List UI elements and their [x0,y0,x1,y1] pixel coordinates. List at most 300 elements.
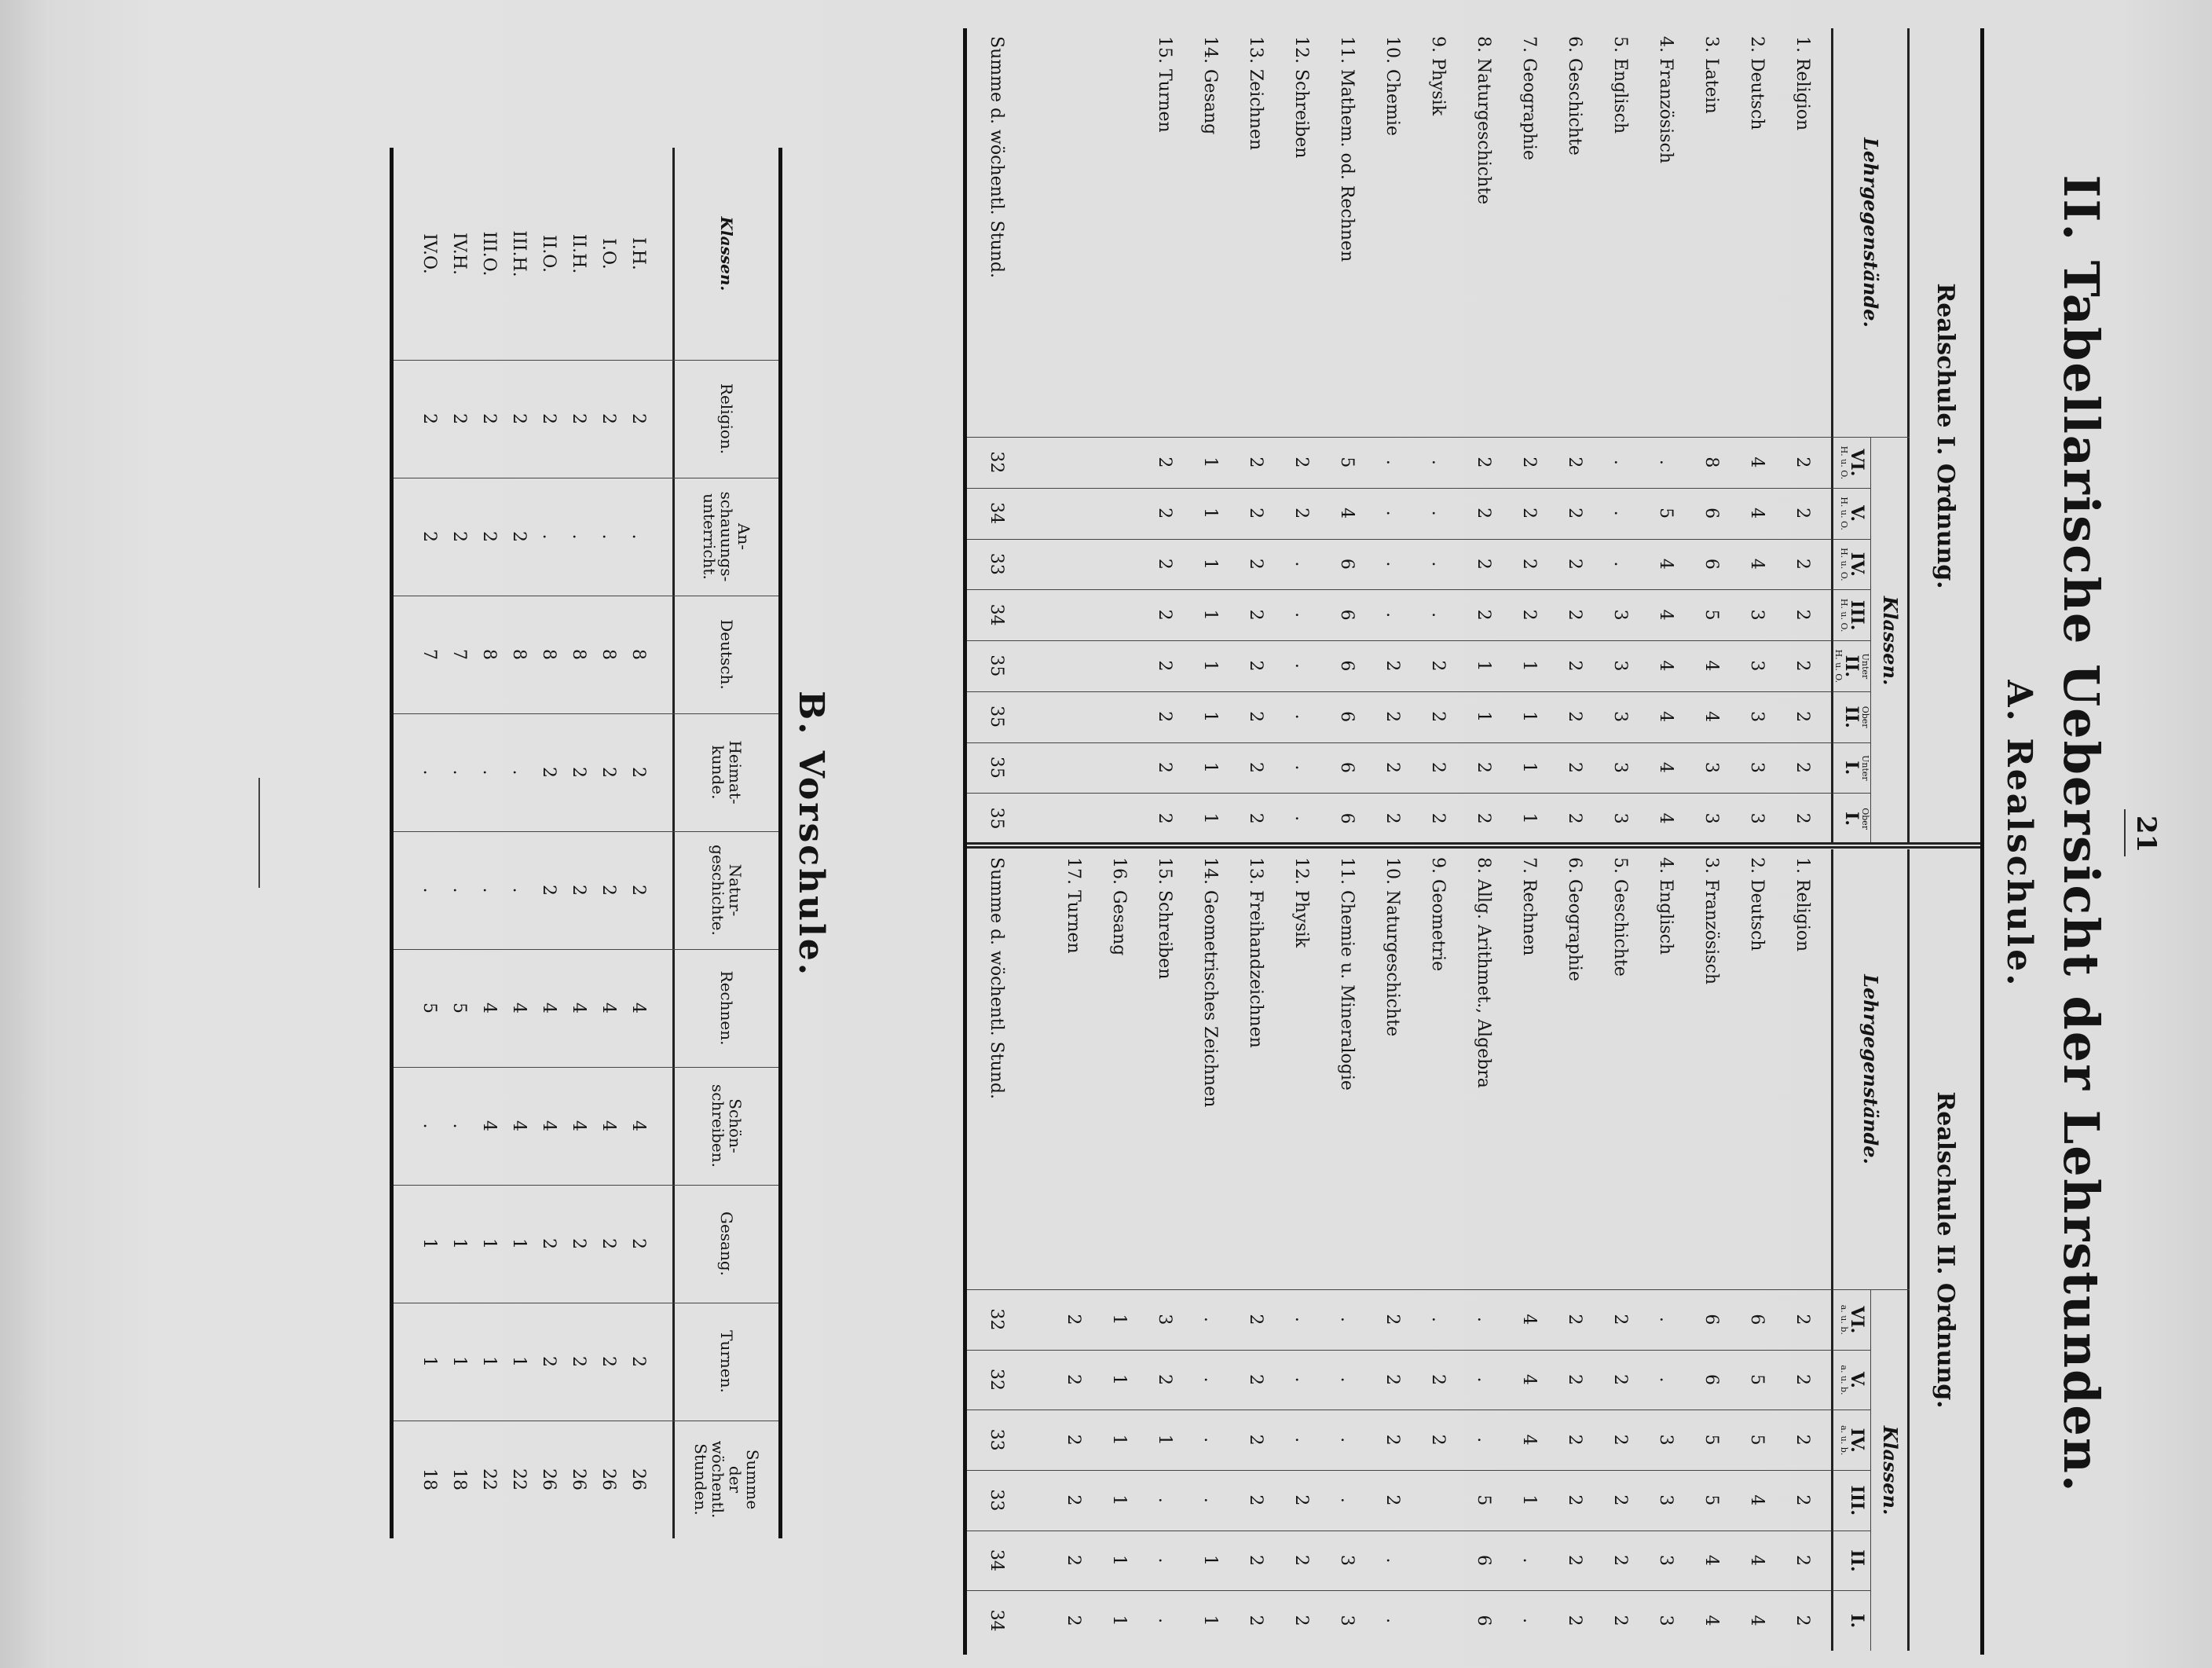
class-column-suffix: a. u. b. [1839,1365,1849,1395]
hours-value: 2 [1474,812,1493,824]
sum-value: 35 [987,756,1006,779]
vorschule-hours-value: 1 [449,1238,469,1249]
hours-value: . [1382,612,1402,618]
hours-value: . [1291,612,1311,618]
hours-value: 2 [1246,812,1265,824]
vorschule-hours-value: 2 [539,767,558,778]
class-column-label: II. [1841,706,1862,728]
hours-value: 3 [1656,1615,1675,1626]
hours-value: 3 [1337,1554,1357,1566]
vorschule-hours-value: 7 [449,649,469,660]
vorschule-hours-value: 2 [449,531,469,542]
hours-value: 4 [1747,1615,1767,1626]
vorschule-class-label: IV.H. [449,233,469,275]
hours-value: 6 [1474,1554,1493,1566]
vorschule-column-header [672,1421,778,1538]
hours-value: 2 [1519,508,1539,519]
hours-value: . [1337,1377,1357,1383]
hours-value: 2 [1155,660,1174,672]
class-column-label: VI. [1847,449,1867,477]
vorschule-hours-value: 4 [509,1003,529,1014]
hours-value: 5 [1701,1494,1721,1506]
vorschule-header-line: Gesang. [717,1211,736,1277]
hours-value: . [1428,612,1448,618]
hours-value: 2 [1793,1554,1812,1566]
subject-row-label: 5. Englisch [1610,36,1630,134]
vorschule-hours-value: 2 [599,885,618,896]
hours-value: 3 [1701,761,1721,773]
hours-value: 2 [1474,456,1493,468]
vorschule-hours-value: 4 [569,1003,588,1014]
vorschule-column-header [672,831,778,949]
hours-value: . [1291,662,1311,669]
hours-value: 6 [1701,1314,1721,1325]
vorschule-hours-value: 5 [419,1003,439,1014]
hours-value: 2 [1064,1554,1083,1566]
subject-row-label: 2. Deutsch [1747,36,1767,130]
subject-row-label: 7. Rechnen [1519,857,1539,956]
hours-value: . [1519,1618,1539,1624]
sum-value: 34 [987,502,1006,525]
vorschule-hours-value: . [449,1123,469,1129]
hours-value: . [1291,713,1311,720]
hours-value: . [1291,1377,1311,1383]
hours-value: 4 [1656,812,1675,824]
class-column-label: IV. [1847,552,1867,577]
subject-row-label: 14. Geometrisches Zeichnen [1200,857,1220,1108]
vorschule-hours-value: . [479,769,499,775]
hours-value: 2 [1246,711,1265,723]
hours-value: 1 [1200,508,1220,519]
hours-value: 1 [1200,456,1220,468]
class-column-prefix: Unter [1860,755,1870,781]
hours-value: 2 [1155,456,1174,468]
vorschule-hours-value: 4 [509,1120,529,1131]
hours-value: 2 [1155,609,1174,621]
hours-value: . [1155,1497,1174,1503]
class-column-label: I. [1841,761,1862,775]
hours-value: 2 [1246,1434,1265,1446]
hours-value: . [1474,1316,1493,1322]
vorschule-hours-value: 4 [539,1120,558,1131]
vorschule-class-label: I.O. [599,238,618,269]
hours-value: 2 [1793,609,1812,621]
hours-value: 4 [1656,609,1675,621]
class-column-label: II. [1841,654,1862,677]
subject-row-label: 8. Naturgeschichte [1474,36,1493,205]
vorschule-hours-value: 2 [569,885,588,896]
hours-value: 1 [1200,1554,1220,1566]
vorschule-hours-value: 8 [569,649,588,660]
class-column-label: VI. [1847,1306,1867,1334]
hours-value: 5 [1656,508,1675,519]
hours-value: 2 [1382,1494,1402,1506]
vorschule-column-header [672,148,778,360]
vorschule-sum-value: 22 [479,1468,499,1490]
vorschule-column-header [672,596,778,713]
vorschule-hours-value: 1 [509,1356,529,1367]
vorschule-hours-value: 2 [539,1356,558,1367]
hours-value: 1 [1200,660,1220,672]
vorschule-hours-value: . [509,887,529,893]
hours-value: . [1382,1618,1402,1624]
vorschule-hours-value: 2 [599,1356,618,1367]
hours-value: 1 [1519,761,1539,773]
hours-value: . [1610,459,1630,465]
hours-value: 3 [1701,812,1721,824]
vorschule-hours-value: . [599,533,618,540]
hours-value: . [1155,1557,1174,1564]
vorschule-sum-value: 26 [539,1468,558,1490]
hours-value: 1 [1155,1434,1174,1446]
hours-value: 2 [1155,508,1174,519]
subject-row-label: 4. Französisch [1656,36,1675,163]
hours-value: 2 [1064,1494,1083,1506]
hours-value: 6 [1337,761,1357,773]
hours-value: 2 [1519,456,1539,468]
hours-value: 2 [1428,711,1448,723]
vorschule-header-line: Rechnen. [717,970,736,1046]
hours-value: 2 [1565,609,1584,621]
vorschule-hours-value: 4 [479,1120,499,1131]
hours-value: 1 [1109,1314,1129,1325]
subject-row-label: 5. Geschichte [1610,857,1630,977]
hours-value: 1 [1519,812,1539,824]
vorschule-header-line: geschichte. [709,845,727,936]
sum-value: 35 [987,654,1006,677]
hours-value: 2 [1565,1554,1584,1566]
section-b-title: B. Vorschule. [791,690,831,978]
vorschule-header-line: Turnen. [717,1330,736,1393]
hours-value: 2 [1291,1554,1311,1566]
hours-value: 1 [1109,1615,1129,1626]
classes-header: Klassen. [1870,1289,1910,1651]
sum-value: 35 [987,706,1006,728]
subject-row-label: 1. Religion [1793,36,1812,131]
subject-row-label: 17. Turnen [1064,857,1083,954]
hours-value: . [1291,1316,1311,1322]
hours-value: 2 [1155,812,1174,824]
hours-value: 1 [1109,1373,1129,1385]
vorschule-hours-value: 2 [628,1356,648,1367]
hours-value: 2 [1565,1314,1584,1325]
hours-value: 2 [1291,1494,1311,1506]
hours-value: 8 [1701,456,1721,468]
hours-value: 2 [1565,1434,1584,1446]
vorschule-column-header [672,1303,778,1421]
subject-header: Lehrgegenstände. [1831,28,1910,437]
hours-value: 1 [1200,558,1220,570]
subject-row-label: 11. Mathem. od. Rechnen [1337,36,1357,262]
vorschule-header-line: Klassen. [717,216,736,291]
subject-row-label: 12. Schreiben [1291,36,1311,159]
hours-value: 2 [1793,1494,1812,1506]
vorschule-hours-value: 2 [419,413,439,424]
hours-value: 1 [1109,1494,1129,1506]
hours-value: 4 [1656,761,1675,773]
vorschule-hours-value: 1 [509,1238,529,1249]
vorschule-hours-value: 4 [599,1003,618,1014]
hours-value: 2 [1474,609,1493,621]
subject-row-label: 16. Gesang [1109,857,1129,956]
hours-value: 1 [1200,1615,1220,1626]
hours-value: 3 [1610,711,1630,723]
vorschule-hours-value: 4 [628,1120,648,1131]
class-column-header [1831,793,1870,844]
vorschule-hours-value: . [449,769,469,775]
hours-value: 2 [1291,1615,1311,1626]
vorschule-hours-value: . [419,887,439,893]
hours-value: 2 [1382,812,1402,824]
vorschule-hours-value: 2 [509,531,529,542]
sum-value: 34 [987,603,1006,626]
sum-row-label: Summe d. wöchentl. Stund. [987,36,1006,278]
vorschule-hours-value: 8 [479,649,499,660]
class-column-suffix: a. u. b. [1839,1304,1849,1335]
hours-value: 5 [1747,1373,1767,1385]
hours-value: 2 [1565,558,1584,570]
vorschule-hours-value: 8 [509,649,529,660]
class-column-suffix: H. u. O. [1839,598,1849,632]
hours-value: . [1382,1557,1402,1564]
page-number: 21 [2130,815,2162,853]
vorschule-hours-value: 2 [449,413,469,424]
class-column-header [1831,437,1870,488]
hours-value: 4 [1519,1434,1539,1446]
vorschule-hours-value: 2 [628,885,648,896]
hours-value: 2 [1610,1373,1630,1385]
hours-value: 3 [1747,761,1767,773]
hours-value: . [1200,1437,1220,1443]
hours-value: 2 [1793,711,1812,723]
subject-row-label: 9. Physik [1428,36,1448,116]
section-a-title: A. Realschule. [1999,680,2039,988]
sum-value: 34 [987,1549,1006,1571]
class-column-label: I. [1847,1614,1867,1629]
hours-value: 2 [1793,558,1812,570]
hours-value: 2 [1291,508,1311,519]
hours-value: 2 [1382,660,1402,672]
vorschule-column-header [672,1185,778,1303]
hours-value: 2 [1610,1615,1630,1626]
hours-value: 6 [1747,1314,1767,1325]
hours-value: 4 [1747,456,1767,468]
hours-value: . [1291,816,1311,822]
class-column-label: V. [1847,505,1867,522]
hours-value: 2 [1793,1373,1812,1385]
hours-value: 2 [1246,761,1265,773]
class-column-header [1831,640,1870,691]
hours-value: 2 [1519,558,1539,570]
hours-value: 2 [1428,812,1448,824]
hours-value: 2 [1246,1314,1265,1325]
hours-value: 4 [1656,711,1675,723]
hours-value: . [1155,1618,1174,1624]
hours-value: 2 [1565,1615,1584,1626]
hours-value: 2 [1382,1434,1402,1446]
vorschule-sum-value: 22 [509,1468,529,1490]
vorschule-header-line: Deutsch. [717,619,736,690]
hours-value: 5 [1701,1434,1721,1446]
hours-value: 2 [1565,1373,1584,1385]
vorschule-header-line: unterricht. [700,493,719,580]
bottom-rule [258,778,260,888]
realschule-1-ordnung-table [967,28,1980,844]
class-column-header [1831,1590,1870,1651]
subject-row-label: 15. Turnen [1155,36,1174,133]
vorschule-header-line: Religion. [717,383,736,455]
hours-value: 2 [1291,456,1311,468]
hours-value: 2 [1474,761,1493,773]
vorschule-hours-value: 2 [479,413,499,424]
hours-value: 4 [1747,1494,1767,1506]
vorschule-hours-value: 7 [419,649,439,660]
hours-value: 2 [1793,812,1812,824]
subject-header: Lehrgegenstände. [1831,849,1910,1289]
hours-value: 3 [1747,711,1767,723]
sum-value: 34 [987,1609,1006,1632]
hours-value: 2 [1246,456,1265,468]
vorschule-column-header [672,360,778,478]
class-column-prefix: Ober [1860,706,1870,728]
class-column-label: III. [1847,1485,1867,1516]
hours-value: . [1656,1377,1675,1383]
hours-value: . [1428,561,1448,567]
subject-row-label: 13. Zeichnen [1246,36,1265,151]
hours-value: 2 [1793,660,1812,672]
vorschule-table [390,148,782,1538]
hours-value: . [1610,510,1630,516]
vorschule-hours-value: . [419,1123,439,1129]
class-column-suffix: H. u. O. [1839,497,1849,530]
class-column-suffix: H. u. O. [1839,548,1849,581]
table-section-title: Realschule I. Ordnung. [1907,28,1980,844]
hours-value: 4 [1656,660,1675,672]
hours-value: 2 [1246,1494,1265,1506]
sum-value: 32 [987,1368,1006,1391]
hours-value: 3 [1656,1494,1675,1506]
sum-value: 33 [987,552,1006,575]
hours-value: 3 [1656,1434,1675,1446]
subject-row-label: 14. Gesang [1200,36,1220,135]
double-column-rule [967,842,1980,849]
hours-value: 3 [1610,660,1630,672]
class-column-prefix: Unter [1860,653,1870,680]
subject-row-label: 3. Französisch [1701,857,1721,984]
class-column-header [1831,1470,1870,1531]
hours-value: 6 [1337,558,1357,570]
hours-value: 3 [1610,812,1630,824]
hours-value: 5 [1474,1494,1493,1506]
sum-value: 33 [987,1489,1006,1512]
hours-value: 2 [1610,1494,1630,1506]
vorschule-header-line: schreiben. [709,1083,727,1168]
vorschule-header-line: An- [734,522,753,551]
subject-row-label: 6. Geographie [1565,857,1584,981]
hours-value: . [1291,764,1311,771]
vorschule-hours-value: 2 [628,413,648,424]
hours-value: 2 [1246,1615,1265,1626]
subject-row-label: 13. Freihandzeichnen [1246,857,1265,1048]
hours-value: 2 [1064,1434,1083,1446]
class-column-header [1831,589,1870,640]
vorschule-hours-value: 1 [419,1238,439,1249]
subject-row-label: 10. Chemie [1382,36,1402,136]
hours-value: 2 [1610,1434,1630,1446]
hours-value: 2 [1565,711,1584,723]
class-column-suffix: H. u. O. [1833,649,1844,684]
vorschule-sum-value: 18 [449,1468,469,1490]
vorschule-hours-value: 4 [479,1003,499,1014]
hours-value: 1 [1519,660,1539,672]
subject-row-label: 1. Religion [1793,857,1812,952]
class-column-label: II. [1847,1549,1867,1572]
hours-value: 5 [1701,609,1721,621]
hours-value: 2 [1519,609,1539,621]
subject-row-label: 8. Allg. Arithmet., Algebra [1474,857,1493,1088]
hours-value: . [1337,1497,1357,1503]
class-column-suffix: H. u. O. [1839,445,1849,480]
hours-value: 2 [1064,1314,1083,1325]
class-column-label: V. [1847,1372,1867,1388]
vorschule-column-header [672,478,778,596]
vorschule-hours-value: 4 [599,1120,618,1131]
hours-value: 4 [1747,508,1767,519]
hours-value: . [1656,459,1675,465]
vorschule-hours-value: 5 [449,1003,469,1014]
hours-value: 4 [1747,558,1767,570]
sum-value: 35 [987,807,1006,830]
hours-value: 2 [1474,558,1493,570]
hours-value: 5 [1337,456,1357,468]
hours-value: 3 [1610,609,1630,621]
hours-value: 3 [1747,812,1767,824]
class-column-header [1831,691,1870,742]
hours-value: 2 [1565,1494,1584,1506]
hours-value: 6 [1701,1373,1721,1385]
hours-value: 1 [1109,1434,1129,1446]
subject-row-label: 15. Schreiben [1155,857,1174,980]
hours-value: 6 [1701,558,1721,570]
hours-value: 2 [1246,660,1265,672]
hours-value: 3 [1610,761,1630,773]
vorschule-sum-value: 18 [419,1468,439,1490]
hours-value: 2 [1428,761,1448,773]
class-column-header [1831,488,1870,539]
vorschule-hours-value: 2 [569,1356,588,1367]
hours-value: 4 [1656,558,1675,570]
hours-value: 2 [1155,558,1174,570]
hours-value: 1 [1519,1494,1539,1506]
hours-value: 2 [1155,761,1174,773]
vorschule-sum-value: 26 [569,1468,588,1490]
vorschule-class-label: IV.O. [419,233,439,274]
hours-value: 2 [1793,1434,1812,1446]
hours-value: 1 [1474,660,1493,672]
vorschule-hours-value: 2 [539,885,558,896]
hours-value: 2 [1610,1554,1630,1566]
class-column-label: III. [1847,599,1867,631]
vorschule-header-line: Stunden. [691,1443,710,1516]
vorschule-sum-value: 26 [628,1468,648,1490]
hours-value: 2 [1064,1373,1083,1385]
hours-value: 2 [1565,812,1584,824]
vorschule-hours-value: 2 [628,1238,648,1249]
vorschule-hours-value: 4 [628,1003,648,1014]
vorschule-hours-value: 2 [419,531,439,542]
hours-value: . [1382,459,1402,465]
vorschule-column-header [672,1067,778,1185]
